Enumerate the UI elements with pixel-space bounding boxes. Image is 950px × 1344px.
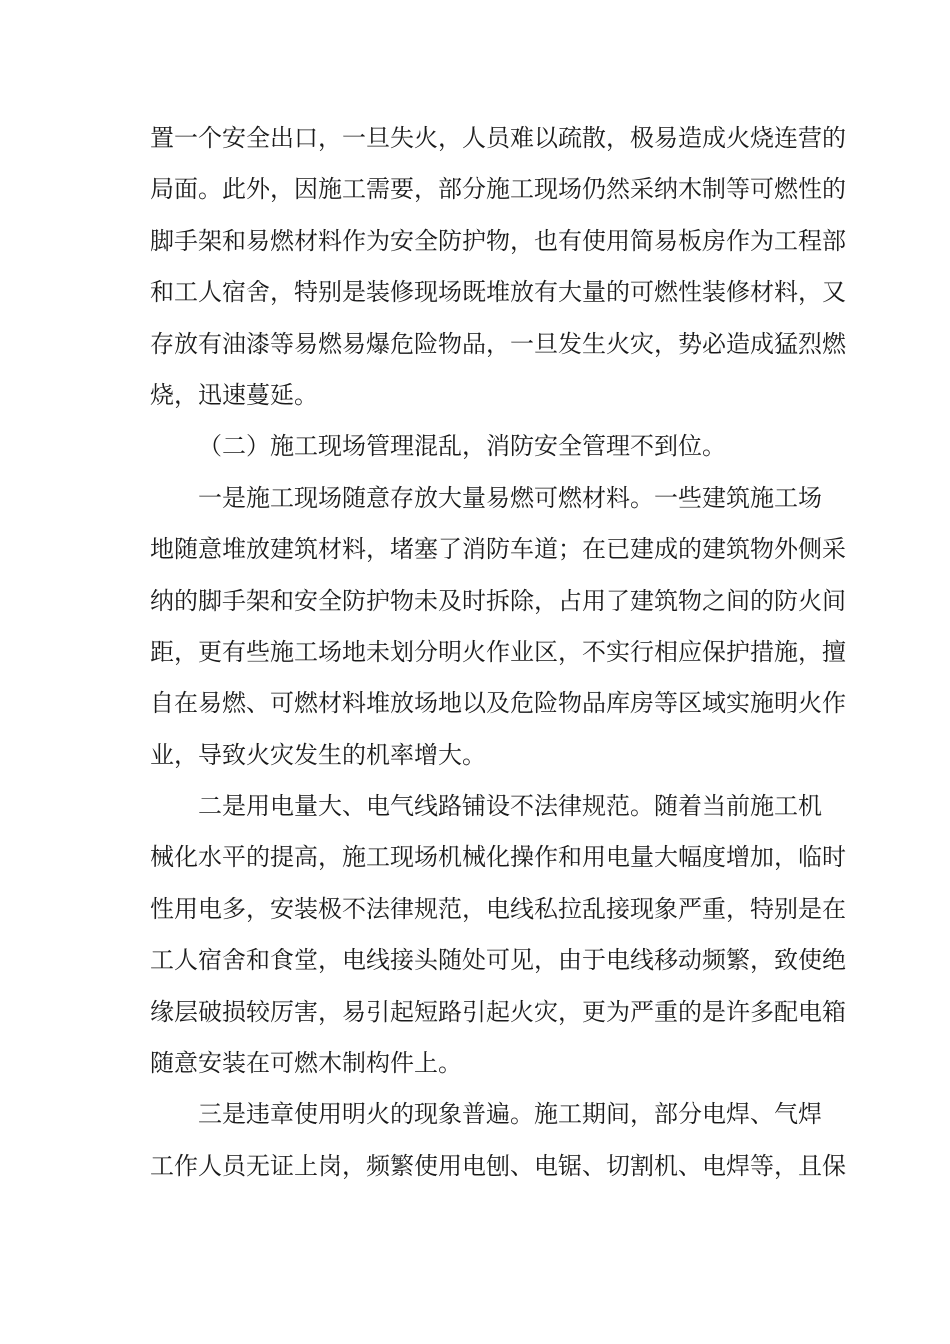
paragraph-3-line-6: 业，导致火灾发生的机率增大。 xyxy=(150,740,486,769)
paragraph-3-line-2: 地随意堆放建筑材料，堵塞了消防车道；在已建成的建筑物外侧采 xyxy=(150,535,846,564)
paragraph-4-line-3: 性用电多，安装极不法律规范，电线私拉乱接现象严重，特别是在 xyxy=(150,894,846,923)
paragraph-4-line-5: 缘层破损较厉害，易引起短路引起火灾，更为严重的是许多配电箱 xyxy=(150,997,846,1026)
document-body xyxy=(150,113,846,1192)
paragraph-3-line-1: 一是施工现场随意存放大量易燃可燃材料。一些建筑施工场 xyxy=(198,483,822,512)
paragraph-4-line-2: 械化水平的提高，施工现场机械化操作和用电量大幅度增加，临时 xyxy=(150,843,846,872)
paragraph-5-line-1: 三是违章使用明火的现象普遍。施工期间，部分电焊、气焊 xyxy=(198,1100,822,1129)
paragraph-1-line-6: 烧，迅速蔓延。 xyxy=(150,380,318,409)
paragraph-1-line-3: 脚手架和易燃材料作为安全防护物，也有使用简易板房作为工程部 xyxy=(150,226,846,255)
paragraph-4-line-4: 工人宿舍和食堂，电线接头随处可见，由于电线移动频繁，致使绝 xyxy=(150,946,846,975)
paragraph-4-line-1: 二是用电量大、电气线路铺设不法律规范。随着当前施工机 xyxy=(198,792,822,821)
paragraph-1-line-1: 置一个安全出口，一旦失火，人员难以疏散，极易造成火烧连营的 xyxy=(150,124,846,152)
paragraph-1-line-2: 局面。此外，因施工需要，部分施工现场仍然采纳木制等可燃性的 xyxy=(150,175,846,204)
paragraph-5-line-2: 工作人员无证上岗，频繁使用电刨、电锯、切割机、电焊等，且保 xyxy=(150,1151,846,1180)
paragraph-1-line-4: 和工人宿舍，特别是装修现场既堆放有大量的可燃性装修材料，又 xyxy=(150,278,846,307)
paragraph-3-line-4: 距，更有些施工场地未划分明火作业区，不实行相应保护措施，擅 xyxy=(150,637,846,666)
paragraph-4-line-6: 随意安装在可燃木制构件上。 xyxy=(150,1049,462,1078)
paragraph-1-line-5: 存放有油漆等易燃易爆危险物品，一旦发生火灾，势必造成猛烈燃 xyxy=(150,329,846,358)
paragraph-3-line-5: 自在易燃、可燃材料堆放场地以及危险物品库房等区域实施明火作 xyxy=(150,689,846,718)
section-heading-2: （二）施工现场管理混乱，消防安全管理不到位。 xyxy=(198,432,726,461)
paragraph-3-line-3: 纳的脚手架和安全防护物未及时拆除，占用了建筑物之间的防火间 xyxy=(150,586,846,615)
